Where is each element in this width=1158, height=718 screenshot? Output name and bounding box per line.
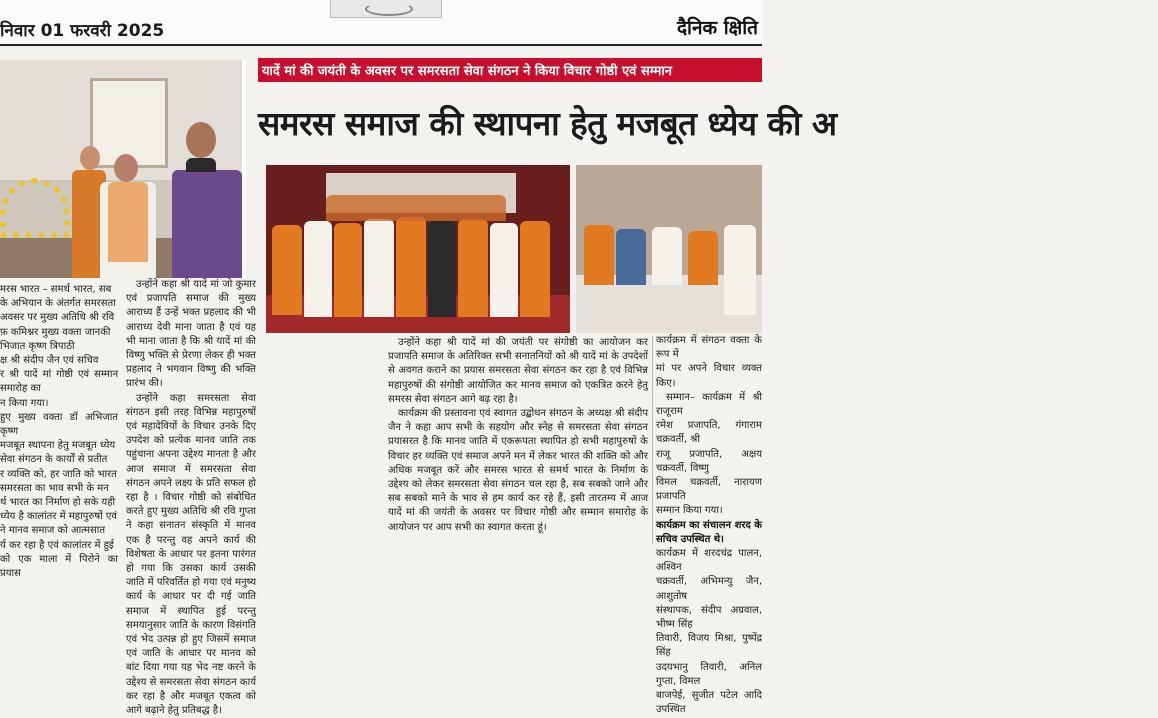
left-photo <box>0 60 246 278</box>
newspaper-header <box>0 0 762 46</box>
audience-photo <box>576 165 762 333</box>
paper-name: दैनिक क्षिति <box>676 17 758 39</box>
headline <box>258 92 837 156</box>
headline-text: समरस समाज की स्थापना हेतु मजबूत ध्येय की अ <box>258 104 837 143</box>
caption-bar <box>258 58 762 82</box>
issue-date: निवार 01 फरवरी 2025 <box>0 21 165 41</box>
caption-bar-text: यादें मां की जयंती के अवसर पर समरसता सेवा संगठन ने किया विचार गोष्ठी एवं सम्मान <box>262 64 672 79</box>
article-column-2: उन्होंने कहा श्री यादें मां जो कुमार एवं प्रजापति समाज की मुख्य आराध्य हैं उन्हें भक्त प्रहलाद की भी आराध्य देवी माना जाता है एवं यह भी माना जाता है कि श्री यादें मां की विष्णु भक्ति से प्रेरणा लेकर ही भक्त प्रहलाद ने भगवान विष्णु की भक्ति प्रारंभ की। उन्होंने कहा समरसता सेवा संगठन इसी तरह विभिन्न महापुरुषों एवं महादेवियों के विचार उनके दिए उपदेश को प्रत्येक मानव जाति तक पहुंचाना अपना उद्देश्य मानता है और आज समाज में समरसता सेवा संगठन अपने लक्ष्य के प्रति सफल हो रहा है । विचार गोष्ठी को संबोधित करते हुए मुख्य अतिथि श्री रवि गुप्ता ने कहा सनातन संस्कृति में मानव एक है परन्तु वह अपने कार्य की विशेषता के आधार पर इतना पारंगत हो गया कि उसका कार्य उसकी जाति में परिवर्तित हो गया एवं मनुष्य कार्य के आधार पर दी गई जाति समाज में स्थापित हुई परन्तु समयानुसार जाति के कारण विसंगति एवं भेद उत्पन्न हो हुए जिसमें समाज एवं जाति के आधार पर मानव को बांट दिया गया यह भेद नष्ट करने के उद्देश्य से समरसता सेवा संगठन कार्य कर रहा है और मजबूत एकत्व को आगे बढ़ाने हेतु प्रतिबद्ध है। <box>126 279 256 717</box>
column-4-subhead: कार्यक्रम का संचालन शरद के सचिव उपस्थित थे। <box>656 519 762 545</box>
masthead-logo <box>330 0 442 18</box>
marigold-garland <box>0 178 70 238</box>
article-column-3: उन्होंने कहा श्री यादें मां की जयंती पर संगोष्ठी का आयोजन कर प्रजापति समाज के अतिरिक्त सभी सनातनियों को श्री यादें मां के उपदेशों से अवगत कराने का प्रयास समरसता सेवा संगठन कर रहा है एवं विभिन्न महापुरुषों की संगोष्ठी आयोजित कर मानव समाज को एकत्रित करने हेतु समरस सेवा संगठन आगे बढ़ रहा है। कार्यक्रम की प्रस्तावना एवं स्वागत उद्बोधन संगठन के अध्यक्ष श्री संदीप जैन ने कहा आप सभी के सहयोग और स्नेह से समरसता सेवा संगठन प्रयासरत है कि मानव जाति में एकरूपता स्थापित हो सभी महापुरुषों के विचार हर व्यक्ति एवं समाज अपने मन में लेकर भारत की शक्ति को और अधिक मजबूत करें और समरस भारत से समर्थ भारत के निर्माण के उद्देश्य को लेकर समरसता सेवा संगठन चल रहा है, सब सबको जाने और सब सबको माने के भाव से हम कार्य कर रहे हैं, इसी तारतम्य में आज यादें मां की जयंती के अवसर पर विचार गोष्ठी और सम्मान समारोह के आयोजन पर आप सभी का स्वागत करता हूं। <box>388 337 648 533</box>
article-column-1: मरस भारत – समर्थ भारत, सब के अभियान के अंतर्गत समरसता अवसर पर मुख्य अतिथि श्री रवि फ़ कमिश्नर मुख्य वक्ता जानकी भिजात कृष्ण त्रिपाठी क्ष श्री संदीप जैन एवं सचिव र श्री यादें मां गोष्ठी एवं सम्मान समारोह का न किया गया। हुए मुख्य वक्ता डॉ अभिजात कृष्ण मजबूत स्थापना हेतु मजबूत ध्येय सेवा संगठन के कार्यों से प्रतीत र व्यक्ति को, हर जाति को भारत समरसता का भाव सभी के मन र्थ भारत का निर्माण हो सके यही ध्येय है कालांतर में महापुरुषों एवं ने मानव समाज को आत्मसात र्य कर रहा है एवं कालांतर में हुई को एक माला में पिरोने का प्रयास <box>0 284 118 580</box>
group-photo <box>266 165 570 333</box>
article-column-4: कार्यक्रम में संगठन वक्ता के रूप में मां पर अपने विचार व्यक्त किए। सम्मान– कार्यक्रम में श्री राजूराम रमेश प्रजापति, गंगाराम चक्रवर्ती, श्री राजू प्रजापति, अक्षय चक्रवर्ती, विष्णु विमल चक्रवर्ती, नारायण प्रजापति सम्मान किया गया। कार्यक्रम का संचालन शरद के सचिव उपस्थित थे। कार्यक्रम में शरदचंद्र पालन, अश्विन चक्रवर्ती, अभिमन्यु जैन, आशुतोष संस्थापक, संदीप अग्रवाल, भीष्म सिंह तिवारी, विजय मिश्रा, पुष्पेंद्र सिंह उदयभानु तिवारी, अनिल गुप्ता, विमल बाजपेई, सुजीत पटेल आदि उपस्थित <box>656 335 762 716</box>
column-divider <box>652 336 653 544</box>
article-column-2-cont <box>262 336 386 544</box>
